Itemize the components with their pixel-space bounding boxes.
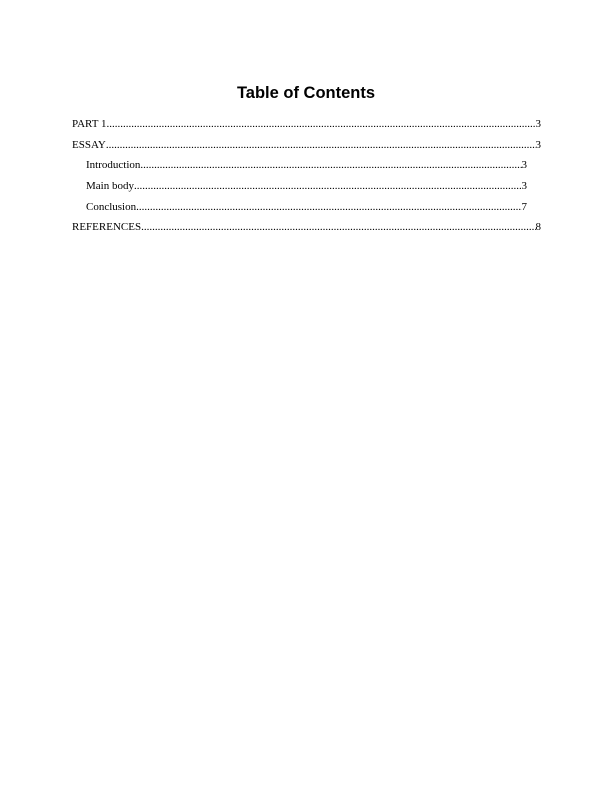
dot-leader <box>106 138 536 152</box>
toc-entry-page-number: 3 <box>521 180 527 193</box>
toc-entry-essay[interactable] <box>72 138 541 159</box>
toc-entry-conclusion[interactable] <box>72 200 541 221</box>
toc-entry-label: PART 1 <box>72 118 107 130</box>
toc-entry-part-1[interactable] <box>72 117 541 138</box>
toc-entry-label: Main body <box>86 180 134 193</box>
dot-leader <box>141 220 535 234</box>
dot-leader <box>140 158 521 172</box>
toc-entry-main-body[interactable] <box>72 179 541 200</box>
toc-entry-references[interactable] <box>72 220 541 241</box>
toc-entry-label: ESSAY <box>72 138 106 151</box>
toc-entry-page-number: 3 <box>535 138 541 151</box>
toc-entry-label: REFERENCES <box>72 221 142 234</box>
dot-leader <box>134 179 522 193</box>
toc-entry-page-number: 3 <box>535 118 541 130</box>
toc-title: Table of Contents <box>236 84 376 102</box>
dot-leader <box>136 200 521 214</box>
toc-entry-label: Conclusion <box>86 200 137 213</box>
toc-entry-page-number: 7 <box>521 200 527 213</box>
toc-entry-page-number: 8 <box>535 221 541 234</box>
toc-entry-introduction[interactable] <box>72 158 541 179</box>
toc-entry-page-number: 3 <box>521 159 527 172</box>
toc-list <box>72 117 541 241</box>
dot-leader <box>107 117 536 131</box>
toc-entry-label: Introduction <box>86 159 141 172</box>
